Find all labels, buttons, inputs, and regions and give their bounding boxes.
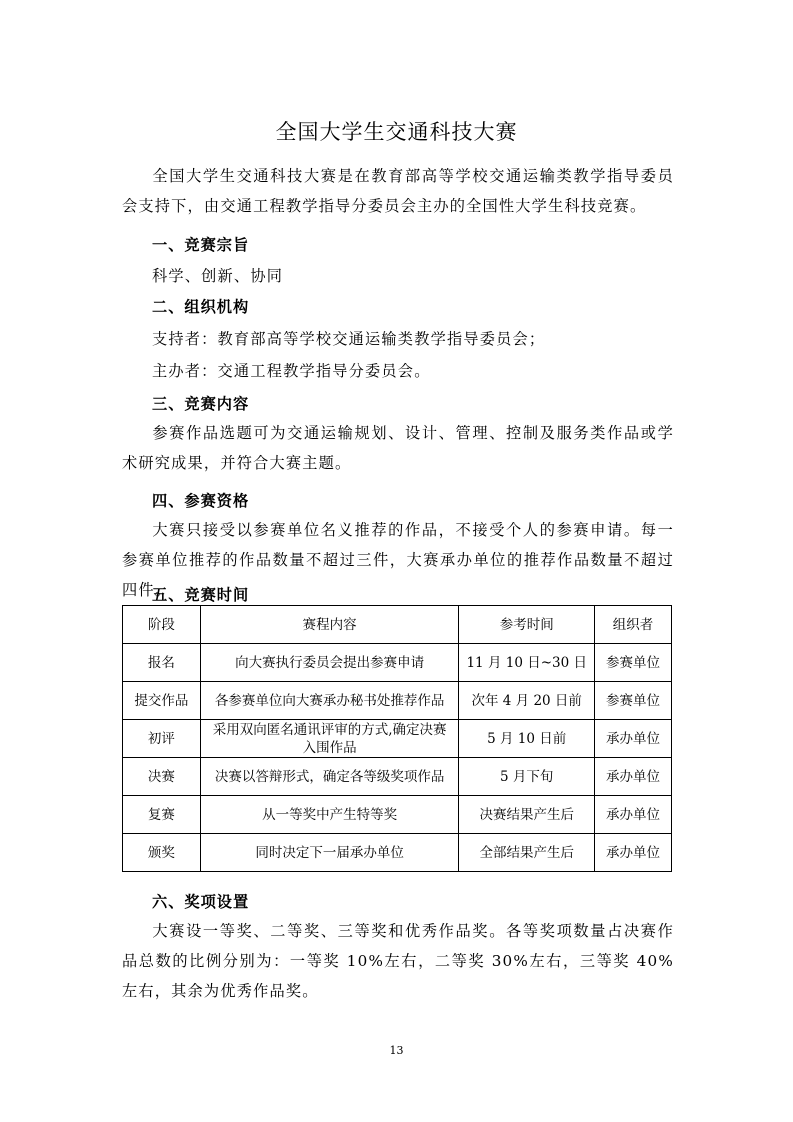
table-header-row (123, 606, 672, 644)
page-number: 13 (389, 1044, 404, 1057)
stage-cell: 报名 (123, 644, 201, 682)
intro-paragraph: 全国大学生交通科技大赛是在教育部高等学校交通运输类教学指导委员会支持下，由交通工程教学指导分委员会主办的全国性大学生科技竞赛。 (122, 167, 674, 215)
table-row (123, 796, 672, 834)
organizer-cell: 参赛单位 (595, 682, 672, 720)
organizer-cell: 承办单位 (595, 758, 672, 796)
content-cell: 决赛以答辩形式，确定各等级奖项作品 (200, 758, 458, 796)
organizer-cell: 参赛单位 (595, 644, 672, 682)
section-1-body: 科学、创新、协同 (152, 267, 284, 285)
section-2-heading: 二、组织机构 (152, 298, 250, 316)
page-title: 全国大学生交通科技大赛 (275, 120, 518, 144)
stage-cell: 复赛 (123, 796, 201, 834)
content-cell: 各参赛单位向大赛承办秘书处推荐作品 (200, 682, 458, 720)
section-4-heading: 四、参赛资格 (152, 492, 250, 510)
section-2-line-1: 支持者：教育部高等学校交通运输类教学指导委员会； (152, 330, 546, 348)
organizer-cell: 承办单位 (595, 720, 672, 758)
time-cell: 5 月 10 日前 (459, 720, 595, 758)
content-cell: 同时决定下一届承办单位 (200, 834, 458, 872)
section-2-line-2: 主办者：交通工程教学指导分委员会。 (152, 362, 431, 380)
organizer-cell: 承办单位 (595, 796, 672, 834)
content-cell: 采用双向匿名通讯评审的方式,确定决赛入围作品 (200, 720, 458, 758)
table-row (123, 682, 672, 720)
content-cell: 从一等奖中产生特等奖 (200, 796, 458, 834)
table-row (123, 834, 672, 872)
table-row (123, 758, 672, 796)
stage-cell: 决赛 (123, 758, 201, 796)
section-3-heading: 三、竞赛内容 (152, 395, 250, 413)
header-cell: 参考时间 (459, 606, 595, 644)
table-row (123, 720, 672, 758)
content-cell: 向大赛执行委员会提出参赛申请 (200, 644, 458, 682)
time-cell: 11 月 10 日~30 日 (459, 644, 595, 682)
schedule-table (122, 605, 672, 872)
time-cell: 决赛结果产生后 (459, 796, 595, 834)
header-cell: 组织者 (595, 606, 672, 644)
section-1-heading: 一、竞赛宗旨 (152, 236, 250, 254)
time-cell: 次年 4 月 20 日前 (459, 682, 595, 720)
section-6-heading: 六、奖项设置 (152, 893, 250, 911)
time-cell: 5 月下旬 (459, 758, 595, 796)
section-6-body: 大赛设一等奖、二等奖、三等奖和优秀作品奖。各等奖项数量占决赛作品总数的比例分别为：一等奖 10%左右，二等奖 30%左右，三等奖 40%左右，其余为优秀作品奖。 (122, 922, 674, 1000)
time-cell: 全部结果产生后 (459, 834, 595, 872)
stage-cell: 提交作品 (123, 682, 201, 720)
table-row (123, 644, 672, 682)
section-3-body: 参赛作品选题可为交通运输规划、设计、管理、控制及服务类作品或学术研究成果，并符合大赛主题。 (122, 424, 674, 472)
stage-cell: 颁奖 (123, 834, 201, 872)
header-cell: 赛程内容 (200, 606, 458, 644)
organizer-cell: 承办单位 (595, 834, 672, 872)
stage-cell: 初评 (123, 720, 201, 758)
section-5-heading: 五、竞赛时间 (152, 586, 250, 604)
section-4-body: 大赛只接受以参赛单位名义推荐的作品，不接受个人的参赛申请。每一参赛单位推荐的作品数量不超过三件，大赛承办单位的推荐作品数量不超过四件。 (122, 521, 674, 599)
header-cell: 阶段 (123, 606, 201, 644)
